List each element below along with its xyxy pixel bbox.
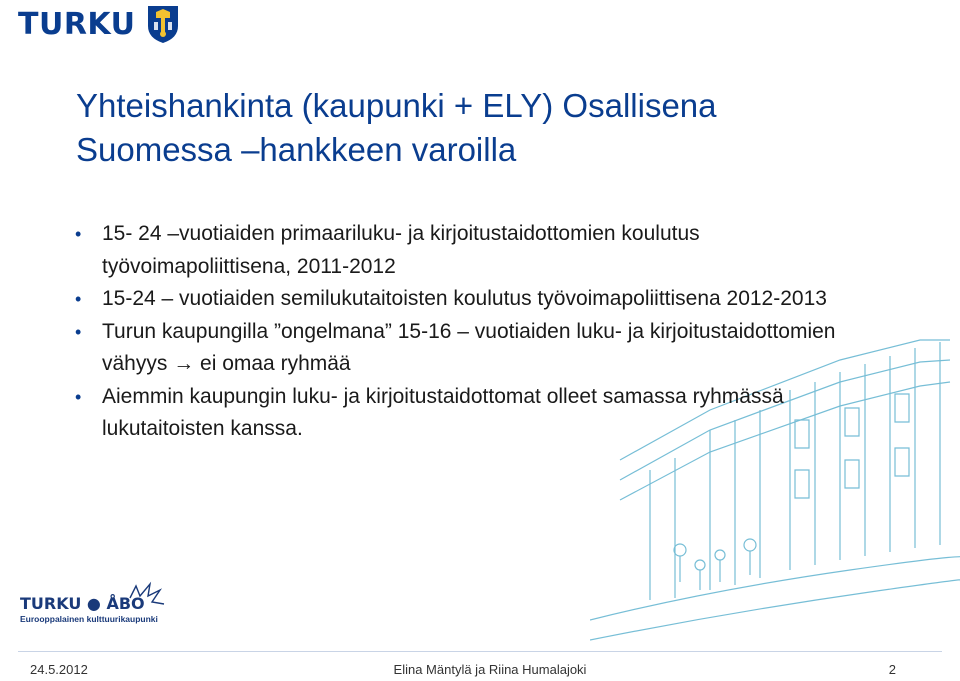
title-line-2: Suomessa –hankkeen varoilla [76,131,517,168]
bullet-icon: • [75,224,82,244]
bullet-icon: • [75,386,82,407]
bullet-icon: • [75,321,82,342]
bullet-icon: • [75,289,82,309]
bullet-text: Aiemmin kaupungin luku- ja kirjoitustaidottomat olleet samassa ryhmässä lukutaitoisten kanssa. [102,384,784,440]
ecoc-subtitle: Eurooppalainen kulttuurikaupunki [20,614,158,624]
footer-date: 24.5.2012 [30,662,88,677]
footer-authors: Elina Mäntylä ja Riina Humalajoki [393,662,587,677]
list-item [72,316,862,381]
list-item [72,218,862,283]
bullet-text: 15- 24 –vuotiaiden primaariluku- ja kirjoitustaidottomien koulutus työvoimapoliittisena, 2011-2012 [102,222,700,278]
turku-coat-of-arms-icon [146,4,180,44]
bullet-list [72,218,862,446]
title-line-1: Yhteishankinta (kaupunki + ELY) Osallisena [76,87,717,124]
ecoc-brand: TURKU ● ÅBO [20,594,145,613]
list-item [72,283,862,316]
bullet-text: Turun kaupungilla ”ongelmana” 15-16 – vuotiaiden luku- ja kirjoitustaidottomien vähyys → ei omaa ryhmää [102,319,836,375]
list-item [72,381,862,446]
turku-logo [18,4,180,44]
bullet-text: 15-24 – vuotiaiden semilukutaitoisten koulutus työvoimapoliittisena 2012-2013 [102,287,827,310]
slide-title [76,84,896,172]
footer-divider [18,651,942,652]
brand-name: TURKU [18,6,136,42]
page-number: 2 [888,662,896,677]
